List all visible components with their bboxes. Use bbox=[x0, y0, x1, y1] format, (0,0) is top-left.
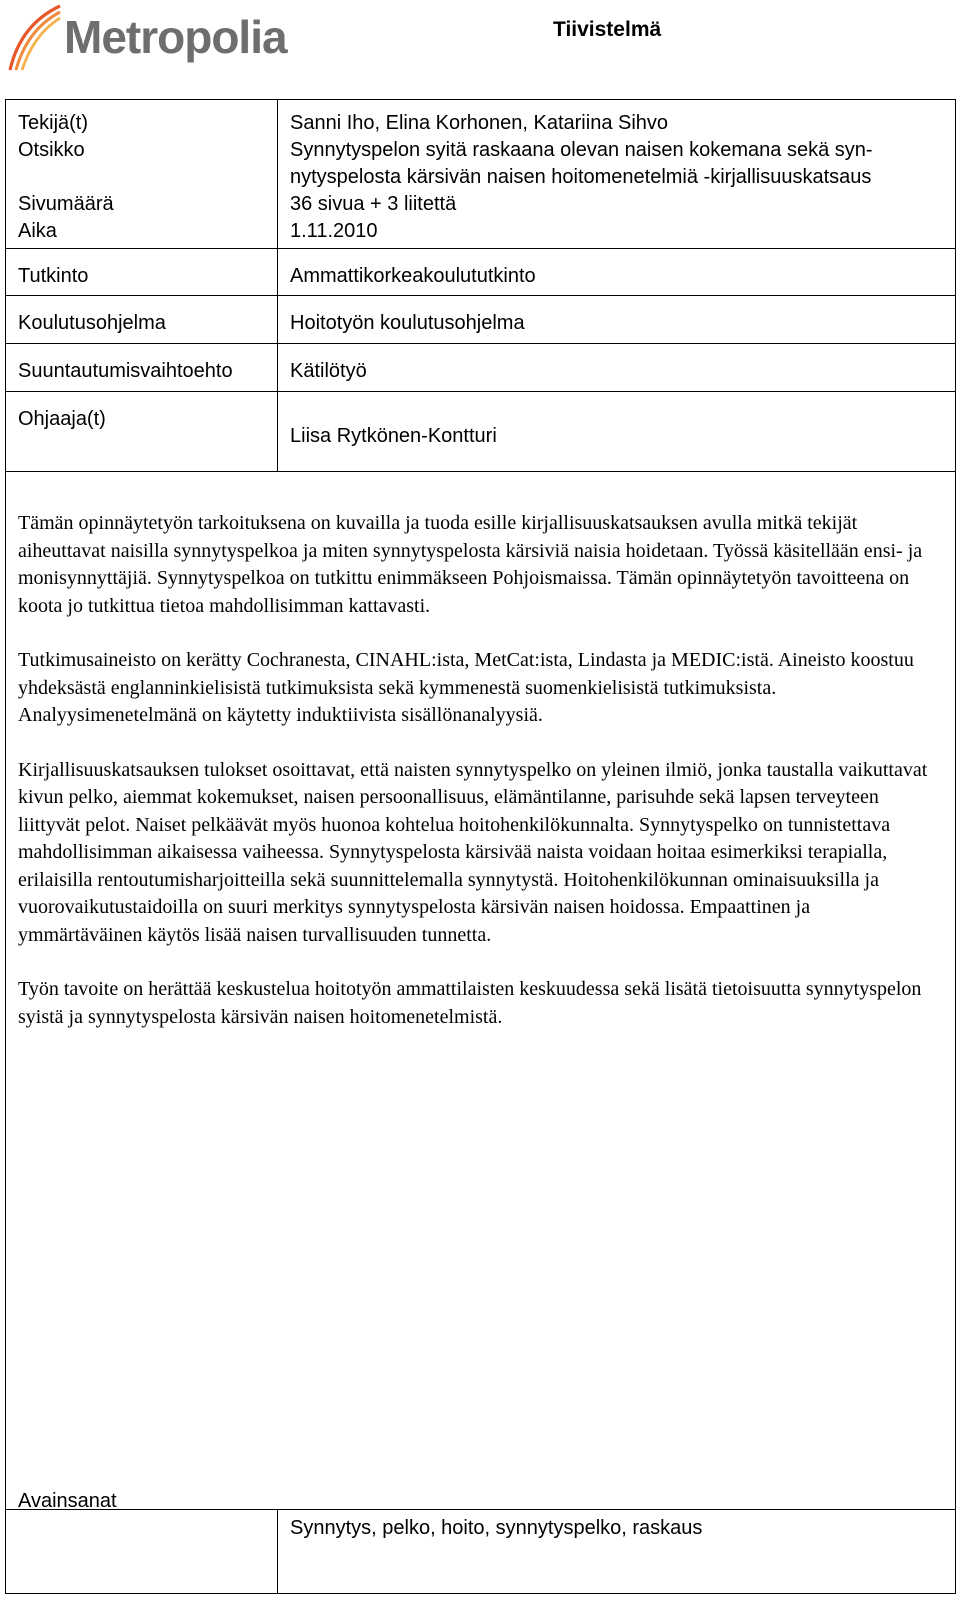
document-title: Tiivistelmä bbox=[553, 18, 662, 41]
logo-mark-icon bbox=[6, 4, 66, 74]
author-label: Tekijä(t) bbox=[18, 112, 89, 134]
programme-value: Hoitotyön koulutusohjelma bbox=[290, 312, 525, 334]
specialisation-label: Suuntautumisvaihtoehto bbox=[18, 360, 233, 382]
keywords-value: Synnytys, pelko, hoito, synnytyspelko, raskaus bbox=[290, 1517, 703, 1539]
title-value-line-2: nytyspelosta kärsivän naisen hoitomenetelmiä -kirjallisuuskatsaus bbox=[290, 166, 872, 188]
row-divider bbox=[6, 248, 956, 249]
date-label: Aika bbox=[18, 220, 57, 242]
pages-label: Sivumäärä bbox=[18, 193, 114, 215]
row-divider bbox=[6, 295, 956, 296]
title-label: Otsikko bbox=[18, 139, 85, 161]
abstract-paragraph-method: Tutkimusaineisto on kerätty Cochranesta, CINAHL:ista, MetCat:ista, Lindasta ja MEDIC:istä. Aineisto koostuu yhdeksästä englanninkielisistä tutkimuksista sekä kymmenestä suomenkielisistä tutkimuksista. Analyysimenetelmänä on käytetty induktiivista sisällönanalyysiä. bbox=[18, 649, 914, 726]
degree-label: Tutkinto bbox=[18, 265, 89, 287]
column-divider-top bbox=[277, 100, 278, 471]
row-divider bbox=[6, 343, 956, 344]
programme-label: Koulutusohjelma bbox=[18, 312, 166, 334]
abstract-paragraph-purpose: Tämän opinnäytetyön tarkoituksena on kuvailla ja tuoda esille kirjallisuuskatsauksen avulla mitkä tekijät aiheuttavat naisilla synnytyspelkoa ja miten synnytyspelosta kärsiviä naisia hoidetaan. Työssä käsitellään ensi- ja monisynnyttäjiä. Synnytyspelkoa on tutkittu enimmäkseen Pohjoismaissa. Tämän opinnäytetyön tavoitteena on koota jo tutkittua tietoa mahdollisimman kattavasti. bbox=[18, 512, 923, 617]
supervisor-value: Liisa Rytkönen-Kontturi bbox=[290, 425, 497, 447]
keywords-label: Avainsanat bbox=[18, 1490, 117, 1512]
abstract-paragraph-goal: Työn tavoite on herättää keskustelua hoitotyön ammattilaisten keskuudessa sekä lisätä tietoisuutta synnytyspelon syistä ja synnytyspelosta kärsivän naisen hoitomenetelmistä. bbox=[18, 978, 922, 1028]
abstract-paragraph-results: Kirjallisuuskatsauksen tulokset osoittavat, että naisten synnytyspelko on yleinen ilmiö, jonka taustalla vaikuttavat kivun pelko, aiemmat kokemukset, naisen persoonallisuus, elämäntilanne, parisuhde sekä lapsen terveyteen liittyvät pelot. Naiset pelkäävät myös huonoa kohtelua hoitohenkilökunnalta. Synnytyspelko on tunnistettava mahdollisimman aikaisessa vaiheessa. Synnytyspelosta kärsivää naista voidaan hoitaa esimerkiksi terapialla, erilaisilla rentoutumisharjoitteilla sekä suunnittelemalla synnytystä. Hoitohenkilökunnan ominaisuuksilla ja vuorovaikutustaidoilla on suuri merkitys synnytyspelosta kärsivän naisen hoidossa. Empaattinen ja ymmärtäväinen käytös lisää naisen turvallisuuden tunnetta. bbox=[18, 758, 928, 946]
pages-value: 36 sivua + 3 liitettä bbox=[290, 193, 457, 215]
row-divider bbox=[6, 471, 956, 472]
metropolia-logo bbox=[6, 4, 306, 74]
column-divider-bottom bbox=[277, 1509, 278, 1594]
degree-value: Ammattikorkeakoulututkinto bbox=[290, 265, 536, 287]
date-value: 1.11.2010 bbox=[290, 220, 378, 242]
logo-text: Metropolia bbox=[64, 11, 287, 63]
title-value-line-1: Synnytyspelon syitä raskaana olevan naisen kokemana sekä syn- bbox=[290, 139, 873, 161]
specialisation-value: Kätilötyö bbox=[290, 360, 367, 382]
abstract-body bbox=[18, 510, 938, 1058]
supervisor-label: Ohjaaja(t) bbox=[18, 408, 106, 430]
row-divider bbox=[6, 391, 956, 392]
author-value: Sanni Iho, Elina Korhonen, Katariina Sihvo bbox=[290, 112, 669, 134]
row-divider bbox=[6, 1509, 956, 1510]
